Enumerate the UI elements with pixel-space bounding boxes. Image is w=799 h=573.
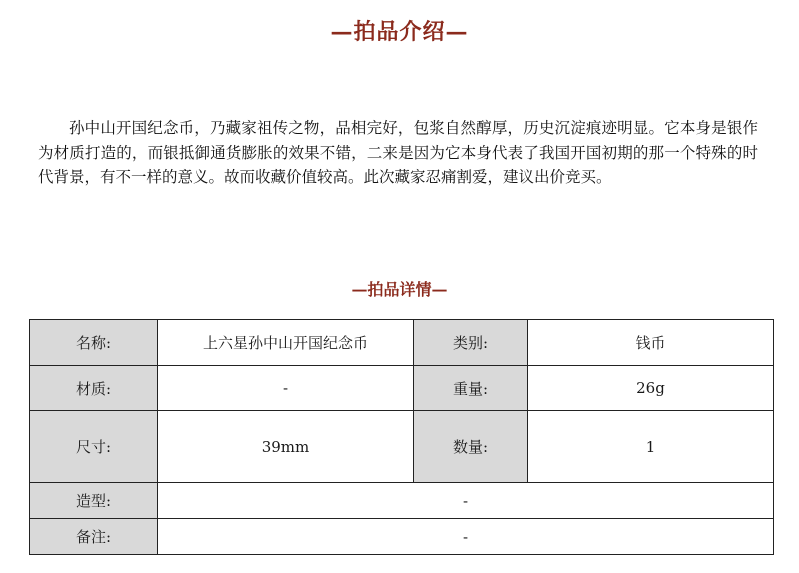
- quantity-label: 数量:: [414, 411, 528, 483]
- material-value: -: [158, 366, 414, 411]
- details-table: [29, 319, 774, 555]
- name-value: 上六星孙中山开国纪念币: [158, 320, 414, 366]
- table-row: [30, 411, 774, 483]
- intro-paragraph: 孙中山开国纪念币，乃藏家祖传之物，品相完好，包浆自然醇厚，历史沉淀痕迹明显。它本身是银作为材质打造的，而银抵御通货膨胀的效果不错，二来是因为它本身代表了我国开国初期的那一个特殊的时代背景，有不一样的意义。故而收藏价值较高。此次藏家忍痛割爱，建议出价竞买。: [38, 119, 758, 186]
- quantity-value: 1: [528, 411, 774, 483]
- details-heading: —拍品详情—: [351, 280, 448, 299]
- size-label: 尺寸:: [30, 411, 158, 483]
- intro-heading: —拍品介绍—: [330, 19, 469, 45]
- note-value: -: [158, 519, 774, 555]
- material-label: 材质:: [30, 366, 158, 411]
- weight-label: 重量:: [414, 366, 528, 411]
- shape-label: 造型:: [30, 483, 158, 519]
- weight-value: 26g: [528, 366, 774, 411]
- table-row: [30, 519, 774, 555]
- size-value: 39mm: [158, 411, 414, 483]
- table-row: [30, 366, 774, 411]
- table-row: [30, 483, 774, 519]
- note-label: 备注:: [30, 519, 158, 555]
- name-label: 名称:: [30, 320, 158, 366]
- shape-value: -: [158, 483, 774, 519]
- table-row: [30, 320, 774, 366]
- category-value: 钱币: [528, 320, 774, 366]
- category-label: 类别:: [414, 320, 528, 366]
